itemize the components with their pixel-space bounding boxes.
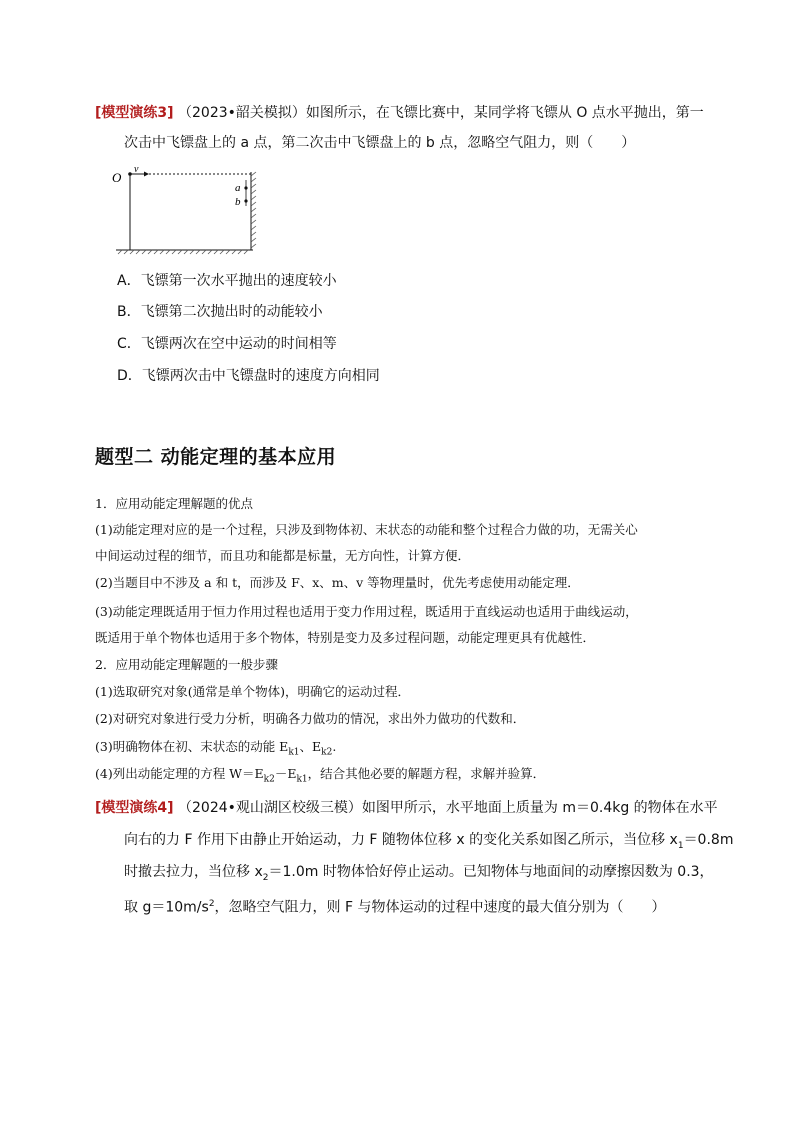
body-line-8: (1)选取研究对象(通常是单个物体)，明确它的运动过程． — [95, 684, 410, 699]
velocity-arrowhead — [144, 172, 149, 177]
q4-stem-line2: 向右的力 F 作用下由静止开始运动，力 F 随物体位移 x 的变化关系如图乙所示，当位移 $x_1=0.8m$ — [124, 832, 734, 851]
q3-option-d: D．飞镖两次击中飞镖盘时的速度方向相同 — [117, 368, 380, 384]
body-line-1: 1．应用动能定理解题的优点 — [95, 496, 253, 511]
q3-option-a: A．飞镖第一次水平抛出的速度较小 — [117, 273, 337, 289]
q4-line1-text: （2024•观山湖区校级三模）如图甲所示，水平地面上质量为 m＝0.4kg 的物体在水平 — [178, 800, 718, 816]
body-line-7: 2．应用动能定理解题的一般步骤 — [95, 657, 278, 672]
point-a — [244, 186, 247, 189]
body-line-11: (4)列出动能定理的方程 $W=E_{k2}-E_{k1}$，结合其他必要的解题方程，求解并验算． — [95, 766, 546, 785]
wall-hatching — [251, 172, 256, 248]
q3-option-c: C．飞镖两次在空中运动的时间相等 — [117, 336, 337, 352]
q4-tag: [模型演练4] — [95, 800, 174, 816]
q3-option-b: B．飞镖第二次抛出时的动能较小 — [117, 304, 323, 320]
ground-hatching — [118, 250, 248, 254]
q3-line1-text: （2023•韶关模拟）如图所示，在飞镖比赛中，某同学将飞镖从 O 点水平抛出，第一 — [178, 105, 704, 121]
q4-stem-line4: 取 $g=10m/s^2$，忽略空气阻力，则 F 与物体运动的过程中速度的最大值分别为（ ） — [124, 899, 666, 916]
q3-stem-line1 — [95, 103, 704, 123]
body-line-9: (2)对研究对象进行受力分析，明确各力做功的情况，求出外力做功的代数和． — [95, 711, 526, 726]
velocity-label: v — [134, 164, 139, 175]
body-line-3: 中间运动过程的细节，而且功和能都是标量，无方向性，计算方便． — [95, 548, 471, 563]
q3-tag: [模型演练3] — [95, 105, 174, 121]
q3-figure — [108, 160, 268, 260]
section-title: 题型二 动能定理的基本应用 — [95, 446, 337, 468]
body-line-5: (3)动能定理既适用于恒力作用过程也适用于变力作用过程，既适用于直线运动也适用于曲线运动， — [95, 604, 638, 619]
body-line-2: (1)动能定理对应的是一个过程，只涉及到物体初、末状态的动能和整个过程合力做的功，无需关心 — [95, 522, 638, 537]
point-b — [244, 199, 247, 202]
point-b-label: b — [235, 196, 241, 208]
q3-stem-line2: 次击中飞镖盘上的 a 点，第二次击中飞镖盘上的 b 点，忽略空气阻力，则（ ） — [124, 135, 636, 151]
q4-stem-line1 — [95, 798, 718, 818]
body-line-4: (2)当题目中不涉及 a 和 t，而涉及 F、x、m、v 等物理量时，优先考虑使用动能定理． — [95, 575, 580, 590]
body-line-10: (3)明确物体在初、末状态的动能 $E_{k1}$、$E_{k2}$. — [95, 739, 337, 758]
q4-stem-line3: 时撤去拉力，当位移 $x_2=1.0m$ 时物体恰好停止运动。已知物体与地面间的动摩擦因数为 0.3， — [124, 864, 714, 883]
origin-label: O — [112, 170, 122, 185]
body-line-6: 既适用于单个物体也适用于多个物体，特别是变力及多过程问题，动能定理更具有优越性． — [95, 630, 596, 645]
point-a-label: a — [235, 182, 241, 194]
